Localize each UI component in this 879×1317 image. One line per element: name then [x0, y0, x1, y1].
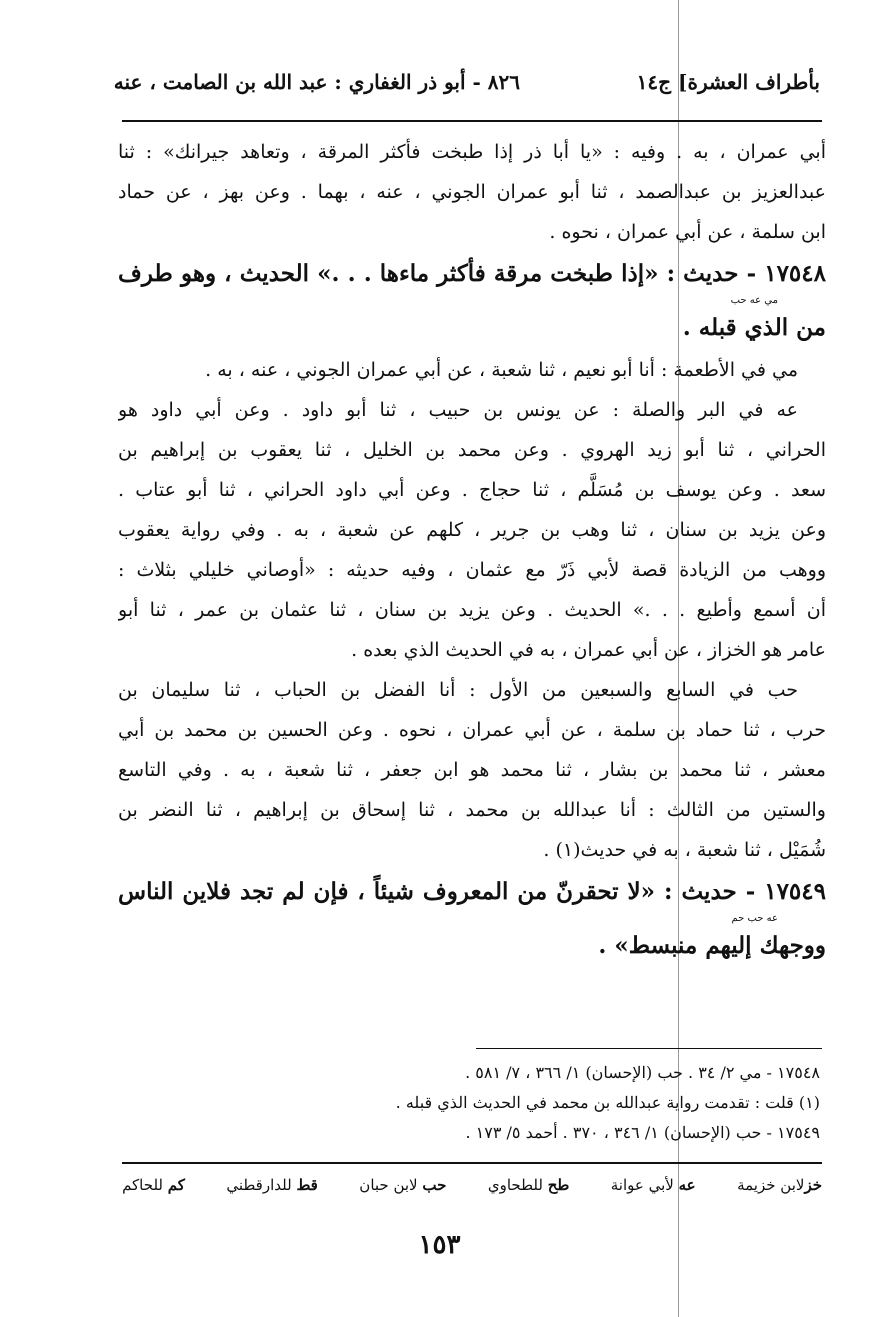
text-line: الحراني ، ثنا أبو زيد الهروي . وعن محمد بن الخليل ، ثنا يعقوب بن إبراهيم بن [118, 439, 826, 461]
abbr-item: خزلابن خزيمة [737, 1176, 822, 1194]
abbr-item: كم للحاكم [122, 1176, 185, 1194]
text-line: والستين من الثالث : أنا عبدالله بن محمد ، ثنا إسحاق بن إبراهيم ، ثنا النضر بن [118, 799, 826, 821]
hadith-heading-continued: من الذي قبله . [682, 314, 826, 341]
text-line: حرب ، ثنا حماد بن سلمة ، عن أبي عمران ، نحوه . وعن الحسين بن محمد بن أبي [118, 719, 826, 741]
source-codes: عه حب حم [731, 913, 778, 924]
header-rule [122, 120, 822, 122]
source-codes: مي عه حب [730, 295, 778, 306]
text-line: معشر ، ثنا محمد بن بشار ، ثنا محمد هو ابن جعفر ، ثنا شعبة ، به . وفي التاسع [118, 759, 826, 781]
running-header [113, 62, 820, 102]
text-line: عامر هو الخزاز ، عن أبي عمران ، به في الحديث الذي بعده . [351, 639, 826, 661]
hadith-heading: ١٧٥٤٨ - حديث : «إذا طبخت مرقة فأكثر ماءها . . .» الحديث ، وهو طرف [118, 260, 826, 287]
text-line: مي في الأطعمة : أنا أبو نعيم ، ثنا شعبة ، عن أبي عمران الجوني ، عنه ، به . [205, 359, 798, 381]
text-line: حب في السابع والسبعين من الأول : أنا الفضل بن الحباب ، ثنا سليمان بن [118, 679, 798, 701]
footnotes [280, 1058, 820, 1148]
main-text [118, 132, 826, 968]
text-line: ابن سلمة ، عن أبي عمران ، نحوه . [549, 221, 826, 243]
page-number: ١٥٣ [418, 1230, 461, 1260]
text-line: أن أسمع وأطيع . . .» الحديث . وعن يزيد بن سنان ، ثنا عثمان بن عمر ، ثنا أبو [118, 599, 826, 621]
header-volume: بأطراف العشرة] ج١٤ [636, 70, 820, 94]
header-chapter: ٨٢٦ - أبو ذر الغفاري : عبد الله بن الصامت ، عنه [113, 70, 520, 94]
hadith-heading-continued: ووجهك إليهم منبسط» . [598, 932, 826, 959]
text-line: سعد . وعن يوسف بن مُسَلَّم ، ثنا حجاج . وعن أبي داود الحراني ، ثنا أبو عتاب . [118, 479, 826, 501]
abbr-item: حب لابن حبان [359, 1176, 447, 1194]
abbreviations-rule [122, 1162, 822, 1164]
abbr-item: عه لأبي عوانة [610, 1176, 696, 1194]
footnote-rule [476, 1048, 822, 1049]
footnote: ١٧٥٤٩ - حب (الإحسان) ١/ ٣٤٦ ، ٣٧٠ . أحمد ٥/ ١٧٣ . [465, 1123, 820, 1142]
text-line: وعن يزيد بن سنان ، ثنا وهب بن جرير ، كلهم عن شعبة ، به . وفي رواية يعقوب [118, 519, 826, 541]
abbreviations-key [122, 1176, 822, 1194]
text-line: شُمَيْل ، ثنا شعبة ، به في حديث(١) . [543, 839, 826, 861]
hadith-heading: ١٧٥٤٩ - حديث : «لا تحقرنّ من المعروف شيئاً ، فإن لم تجد فلاين الناس [118, 878, 826, 905]
text-line: عه في البر والصلة : عن يونس بن حبيب ، ثنا أبو داود . وعن أبي داود هو [118, 399, 798, 421]
footnote: ١٧٥٤٨ - مي ٢/ ٣٤ . حب (الإحسان) ١/ ٣٦٦ ، ٧/ ٥٨١ . [465, 1063, 820, 1082]
footnote: (١) قلت : تقدمت رواية عبدالله بن محمد في الحديث الذي قبله . [395, 1093, 820, 1112]
abbr-item: طح للطحاوي [487, 1176, 570, 1194]
text-line: أبي عمران ، به . وفيه : «يا أبا ذر إذا طبخت فأكثر المرقة ، وتعاهد جيرانك» : ثنا [118, 141, 826, 163]
text-line: ووهب من الزيادة قصة لأبي ذَرّ مع عثمان ، وفيه حديثه : «أوصاني خليلي بثلاث : [118, 559, 826, 581]
text-line: عبدالعزيز بن عبدالصمد ، ثنا أبو عمران الجوني ، عنه ، بهما . وعن بهز ، عن حماد [118, 181, 826, 203]
abbr-item: قط للدارقطني [226, 1176, 318, 1194]
